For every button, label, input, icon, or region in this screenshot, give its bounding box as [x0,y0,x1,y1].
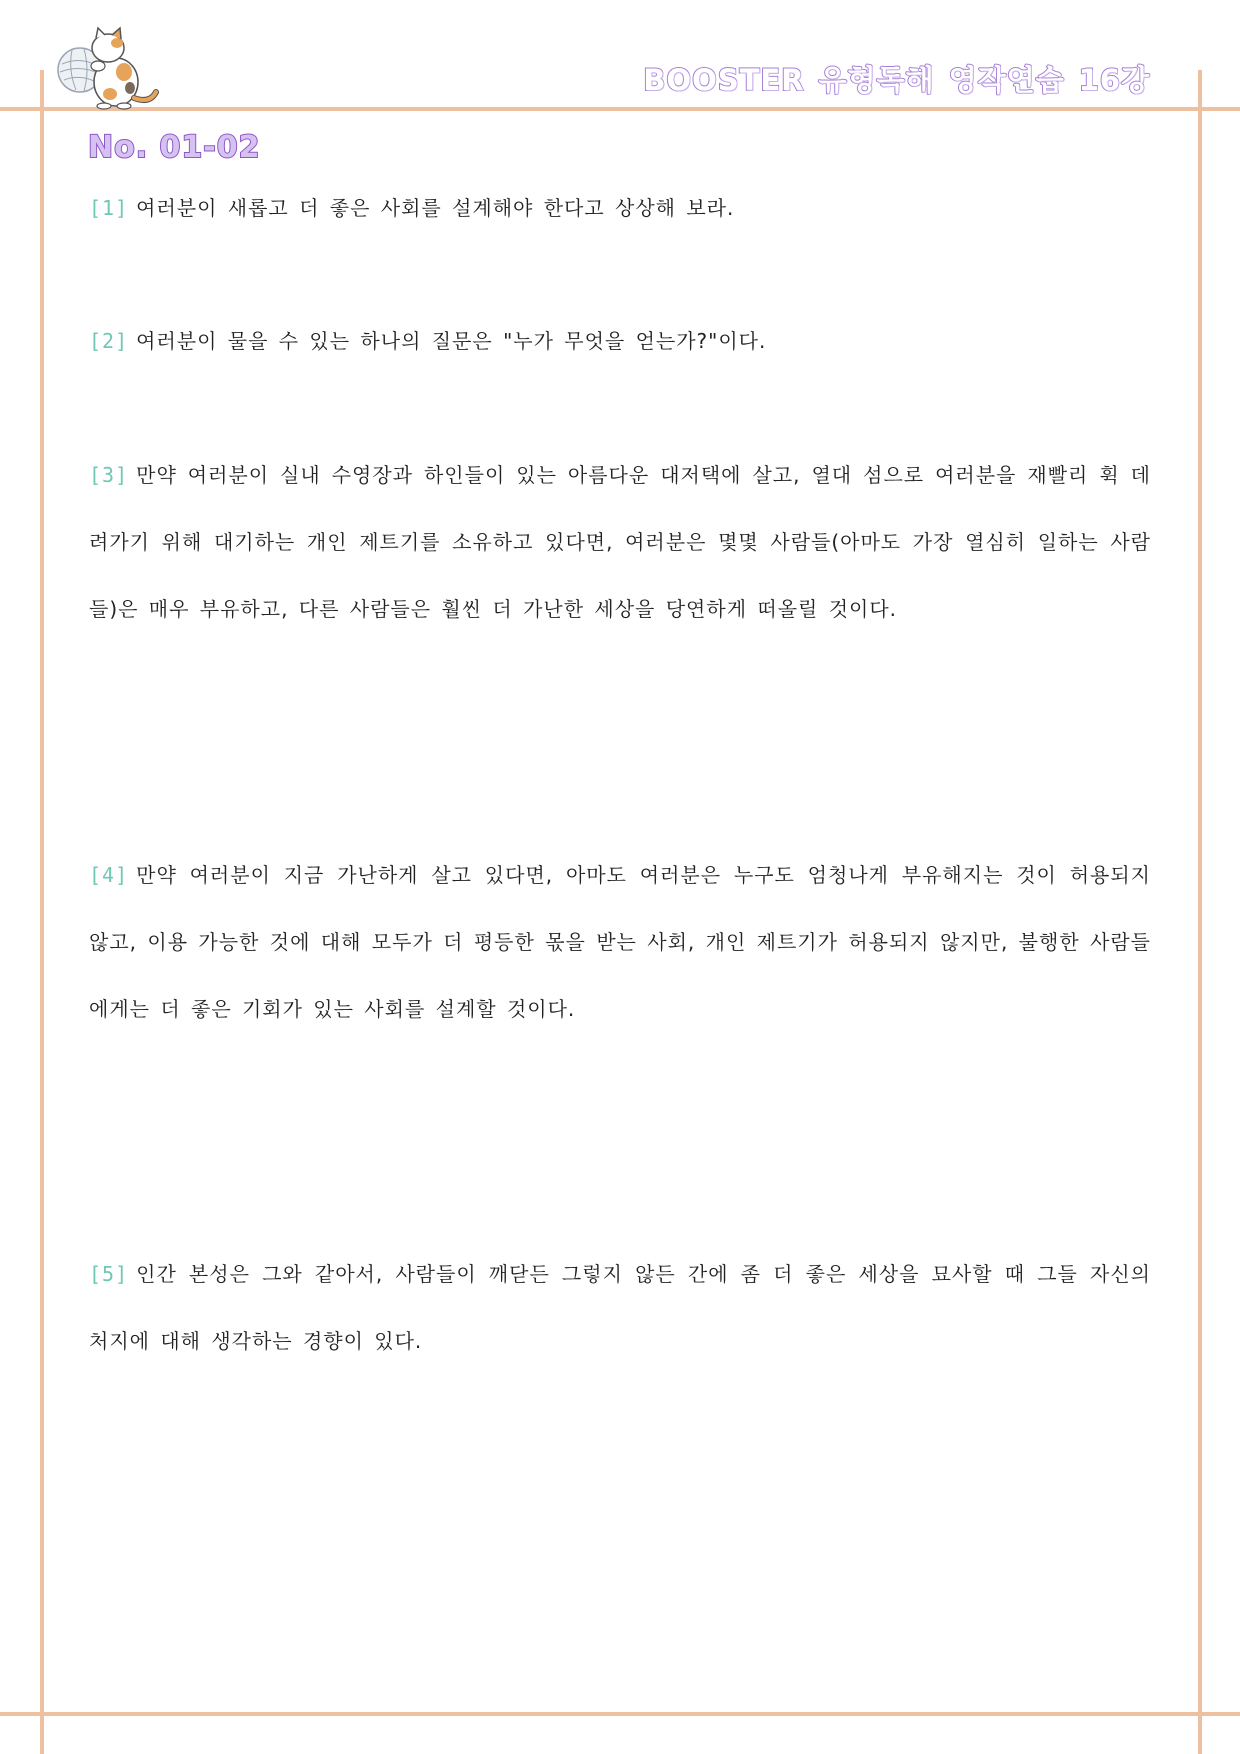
footer-rule [0,1712,1240,1716]
paragraph-2 [89,308,1151,375]
paragraph-marker: [1] [89,196,129,220]
paragraph-marker: [5] [89,1262,129,1286]
paragraph-3 [89,442,1151,643]
left-border [40,70,44,1754]
header-title-lesson: 16강 [1078,63,1150,97]
header-title-brand: BOOSTER [643,63,805,97]
paragraph-4 [89,842,1151,1043]
paragraph-marker: [4] [89,863,129,887]
document-number: No. 01-02 [88,130,261,165]
paragraph-text: 여러분이 물을 수 있는 하나의 질문은 "누가 무엇을 얻는가?"이다. [136,329,767,353]
paragraph-text: 만약 여러분이 실내 수영장과 하인들이 있는 아름다운 대저택에 살고, 열대 섬으로 여러분을 재빨리 휙 데려가기 위해 대기하는 개인 제트기를 소유하고 있다면, 여러분은 몇몇 사람들(아마도 가장 열심히 일하는 사람들)은 매우 부유하고, 다른 사람들은 훨씬 더 가난한 세상을 당연하게 떠올릴 것이다. [89,463,1151,621]
header-rule [0,107,1240,111]
paragraph-text: 여러분이 새롭고 더 좋은 사회를 설계해야 한다고 상상해 보라. [136,196,735,220]
header-title [643,58,1150,99]
cat-mascot-icon [50,26,160,110]
paragraph-text: 인간 본성은 그와 같아서, 사람들이 깨닫든 그렇지 않든 간에 좀 더 좋은 세상을 묘사할 때 그들 자신의 처지에 대해 생각하는 경향이 있다. [89,1262,1151,1353]
right-border [1198,70,1202,1754]
paragraph-5 [89,1241,1151,1375]
header-title-type: 유형독해 [818,63,935,97]
paragraph-marker: [3] [89,463,129,487]
header-title-practice: 영작연습 [948,63,1065,97]
paragraph-1 [89,175,1151,242]
paragraph-text: 만약 여러분이 지금 가난하게 살고 있다면, 아마도 여러분은 누구도 엄청나게 부유해지는 것이 허용되지 않고, 이용 가능한 것에 대해 모두가 더 평등한 몫을 받는 사회, 개인 제트기가 허용되지 않지만, 불행한 사람들에게는 더 좋은 기회가 있는 사회를 설계할 것이다. [89,863,1151,1021]
paragraph-marker: [2] [89,329,129,353]
